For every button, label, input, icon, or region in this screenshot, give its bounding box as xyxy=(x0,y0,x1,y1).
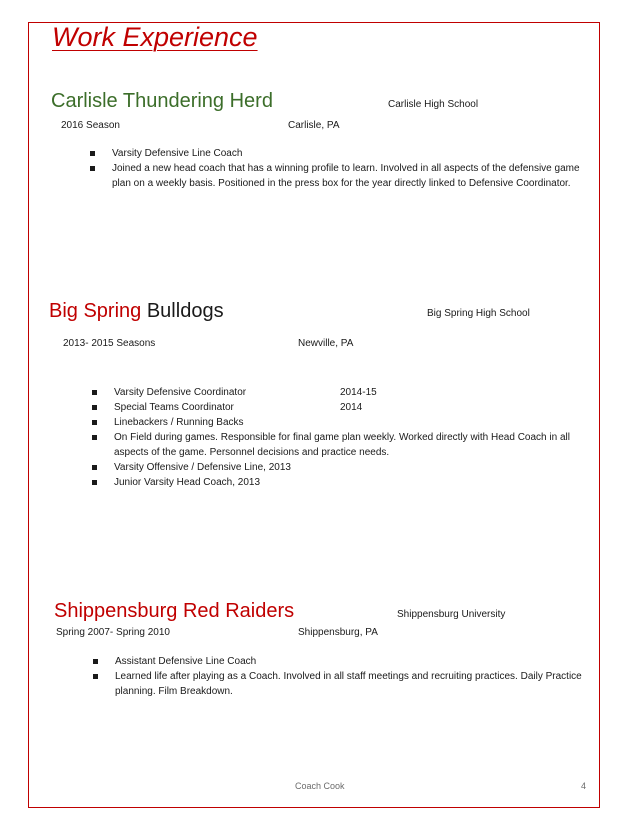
list-item xyxy=(92,385,592,400)
list-item-year: 2014-15 xyxy=(340,387,377,398)
list-item-text: On Field during games. Responsible for final game plan weekly. Worked directly with Head Coach in all aspects of the game. Personnel decisions and practice needs. xyxy=(114,432,570,458)
job-3-location: Shippensburg, PA xyxy=(298,627,378,638)
list-item-text: Varsity Offensive / Defensive Line, 2013 xyxy=(114,462,291,473)
list-item: Varsity Defensive Line Coach xyxy=(90,146,590,161)
page-number: 4 xyxy=(581,781,587,791)
list-item: Joined a new head coach that has a winning profile to learn. Involved in all aspects of the defensive game plan on a weekly basis. Positioned in the press box for the year directly linked to Defensive Coordinator. xyxy=(90,161,590,191)
list-item-text: Special Teams Coordinator xyxy=(114,402,234,413)
job-1-location: Carlisle, PA xyxy=(288,120,340,131)
job-2-team xyxy=(49,300,224,323)
list-item-text: Linebackers / Running Backs xyxy=(114,417,244,428)
section-title: Work Experience xyxy=(52,22,258,52)
list-item-year: 2014 xyxy=(340,402,363,413)
job-3-team: Shippensburg Red Raiders xyxy=(54,600,295,622)
job-2-school: Big Spring High School xyxy=(427,308,530,319)
job-3-season: Spring 2007- Spring 2010 xyxy=(56,627,170,638)
job-1-school: Carlisle High School xyxy=(388,99,479,110)
job-1-team: Carlisle Thundering Herd xyxy=(51,90,273,112)
list-item: Learned life after playing as a Coach. Involved in all staff meetings and recruiting practices. Daily Practice planning. Film Breakdown. xyxy=(93,669,588,699)
list-item: Assistant Defensive Line Coach xyxy=(93,654,588,669)
job-2-team-part1: Big Spring xyxy=(49,300,142,322)
job-1-bullets xyxy=(90,146,590,191)
job-3-bullets xyxy=(93,654,588,699)
list-item xyxy=(92,475,592,490)
footer-name: Coach Cook xyxy=(295,781,345,791)
job-1-season: 2016 Season xyxy=(61,120,120,131)
list-item xyxy=(92,415,592,430)
job-2-location: Newville, PA xyxy=(298,338,354,349)
job-2-bullets xyxy=(92,385,592,490)
job-2-season: 2013- 2015 Seasons xyxy=(63,338,156,349)
list-item xyxy=(92,430,592,460)
list-item xyxy=(92,460,592,475)
list-item-text: Varsity Defensive Coordinator xyxy=(114,387,247,398)
list-item xyxy=(92,400,592,415)
job-2-team-part2: Bulldogs xyxy=(146,300,224,322)
list-item-text: Junior Varsity Head Coach, 2013 xyxy=(114,477,261,488)
job-3-school: Shippensburg University xyxy=(397,609,506,620)
